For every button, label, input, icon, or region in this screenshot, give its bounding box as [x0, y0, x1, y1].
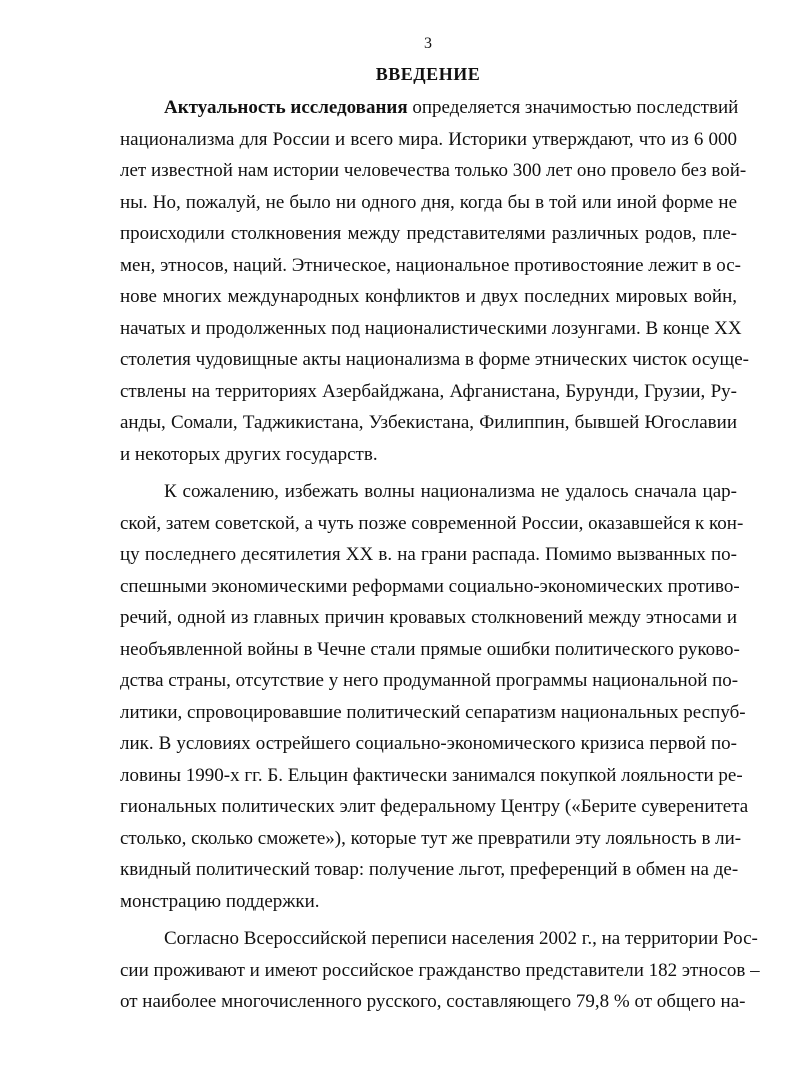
paragraph-line: нове многих международных конфликтов и двух последних мировых войн,	[120, 286, 737, 307]
paragraph-line: монстрацию поддержки.	[120, 890, 320, 912]
paragraph-line: необъявленной войны в Чечне стали прямые ошибки политического руково-	[120, 638, 740, 660]
paragraph-line: происходили столкновения между представителями различных родов, пле-	[120, 223, 737, 244]
paragraph-line: столько, сколько сможете»), которые тут же превратили эту лояльность в ли-	[120, 827, 742, 849]
paragraph-2	[120, 476, 749, 917]
paragraph-line: Актуальность исследования определяется значимостью последствий	[164, 97, 739, 118]
paragraph-line: гиональных политических элит федеральному Центру («Берите суверенитета	[120, 796, 749, 817]
paragraph-line: цу последнего десятилетия XX в. на грани распада. Помимо вызванных по-	[120, 544, 737, 565]
paragraph-line: и некоторых других государств.	[120, 443, 378, 465]
section-heading: ВВЕДЕНИЕ	[375, 64, 481, 84]
paragraph-line: мен, этносов, наций. Этническое, национальное противостояние лежит в ос-	[120, 254, 741, 276]
paragraph-line: сии проживают и имеют российское гражданство представители 182 этносов –	[120, 959, 760, 981]
paragraph-line: спешными экономическими реформами социально-экономических противо-	[120, 575, 740, 597]
paragraph-line: речий, одной из главных причин кровавых столкновений между этносами и	[120, 607, 737, 628]
paragraph-1	[120, 92, 749, 470]
paragraph-line: ловины 1990-х гг. Б. Ельцин фактически занимался покупкой лояльности ре-	[120, 764, 743, 786]
paragraph-line: национализма для России и всего мира. Историки утверждают, что из 6 000	[120, 128, 737, 150]
paragraph-line: ны. Но, пожалуй, не было ни одного дня, когда бы в той или иной форме не	[120, 191, 737, 213]
paragraph-3	[120, 923, 760, 1018]
paragraph-line: анды, Сомали, Таджикистана, Узбекистана, Филиппин, бывшей Югославии	[120, 412, 737, 433]
paragraph-line: ствлены на территориях Азербайджана, Афганистана, Бурунди, Грузии, Ру-	[120, 380, 737, 402]
paragraph-line: К сожалению, избежать волны национализма не удалось сначала цар-	[164, 481, 737, 502]
paragraph-line: дства страны, отсутствие у него продуманной программы национальной по-	[120, 670, 739, 691]
paragraph-line: столетия чудовищные акты национализма в форме этнических чисток осуще-	[120, 349, 749, 370]
paragraph-line: лик. В условиях острейшего социально-экономического кризиса первой по-	[120, 733, 737, 754]
document-body	[120, 92, 760, 1018]
lead-phrase: Актуальность исследования	[164, 97, 408, 118]
paragraph-line: от наиболее многочисленного русского, составляющего 79,8 % от общего на-	[120, 991, 746, 1012]
paragraph-line: начатых и продолженных под националистическими лозунгами. В конце XX	[120, 317, 742, 339]
paragraph-line: ской, затем советской, а чуть позже современной России, оказавшейся к кон-	[120, 512, 744, 534]
paragraph-line: литики, спровоцировавшие политический сепаратизм национальных респуб-	[120, 701, 746, 723]
paragraph-line: Согласно Всероссийской переписи населения 2002 г., на территории Рос-	[164, 928, 758, 949]
paragraph-line: квидный политический товар: получение льгот, преференций в обмен на де-	[120, 859, 739, 880]
page-number: 3	[424, 35, 432, 52]
paragraph-line: лет известной нам истории человечества только 300 лет оно провело без вой-	[120, 160, 747, 181]
